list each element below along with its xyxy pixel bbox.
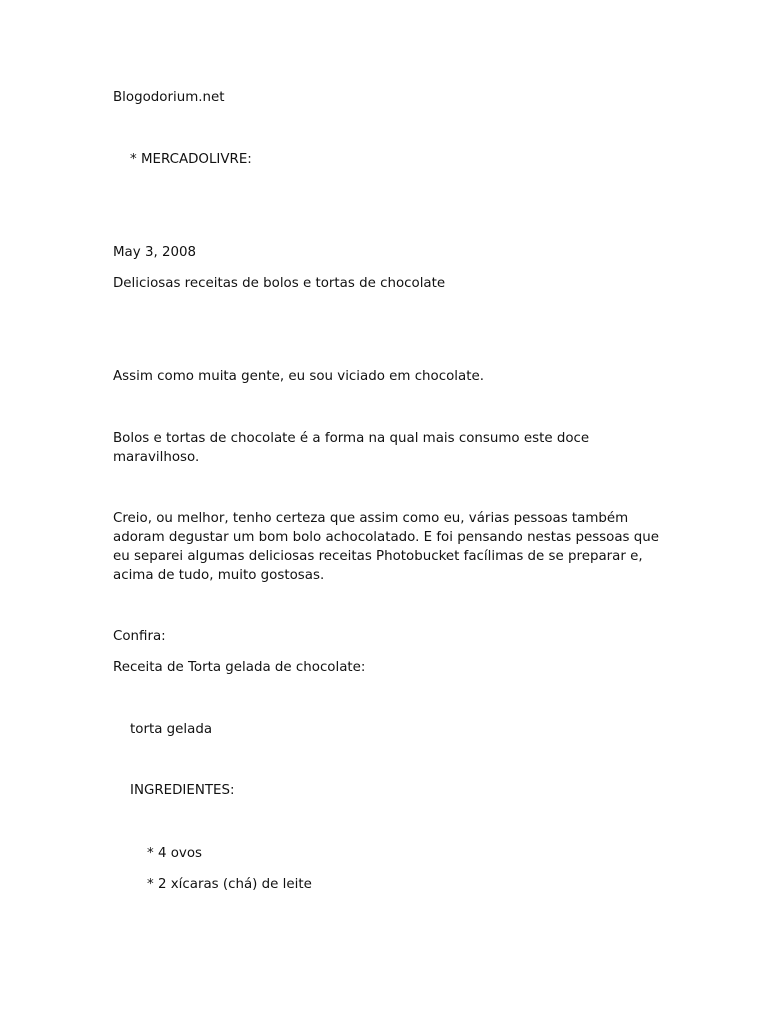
paragraph-bolos: Bolos e tortas de chocolate é a forma na qual mais consumo este doce maravilhoso. — [113, 431, 590, 465]
mercadolivre-label: * MERCADOLIVRE: — [130, 152, 252, 167]
paragraph-creio: Creio, ou melhor, tenho certeza que assim como eu, várias pessoas também adoram degustar um bom bolo achocolatado. E foi pensando nestas pessoas que eu separei algumas deliciosas receitas Photobucket facílimas de se preparar e, acima de tudo, muito gostosas. — [113, 511, 660, 583]
ingredient-item: * 2 xícaras (chá) de leite — [147, 877, 312, 892]
ingredient-item: * 4 ovos — [147, 846, 203, 861]
post-date: May 3, 2008 — [113, 245, 197, 260]
ingredients-heading: INGREDIENTES: — [130, 783, 235, 798]
post-title: Deliciosas receitas de bolos e tortas de chocolate — [113, 276, 446, 291]
image-alt-text: torta gelada — [130, 722, 213, 737]
site-name: Blogodorium.net — [113, 90, 225, 105]
paragraph-confira: Confira: — [113, 629, 166, 644]
paragraph-intro: Assim como muita gente, eu sou viciado em chocolate. — [113, 369, 484, 384]
recipe-title: Receita de Torta gelada de chocolate: — [113, 660, 366, 675]
